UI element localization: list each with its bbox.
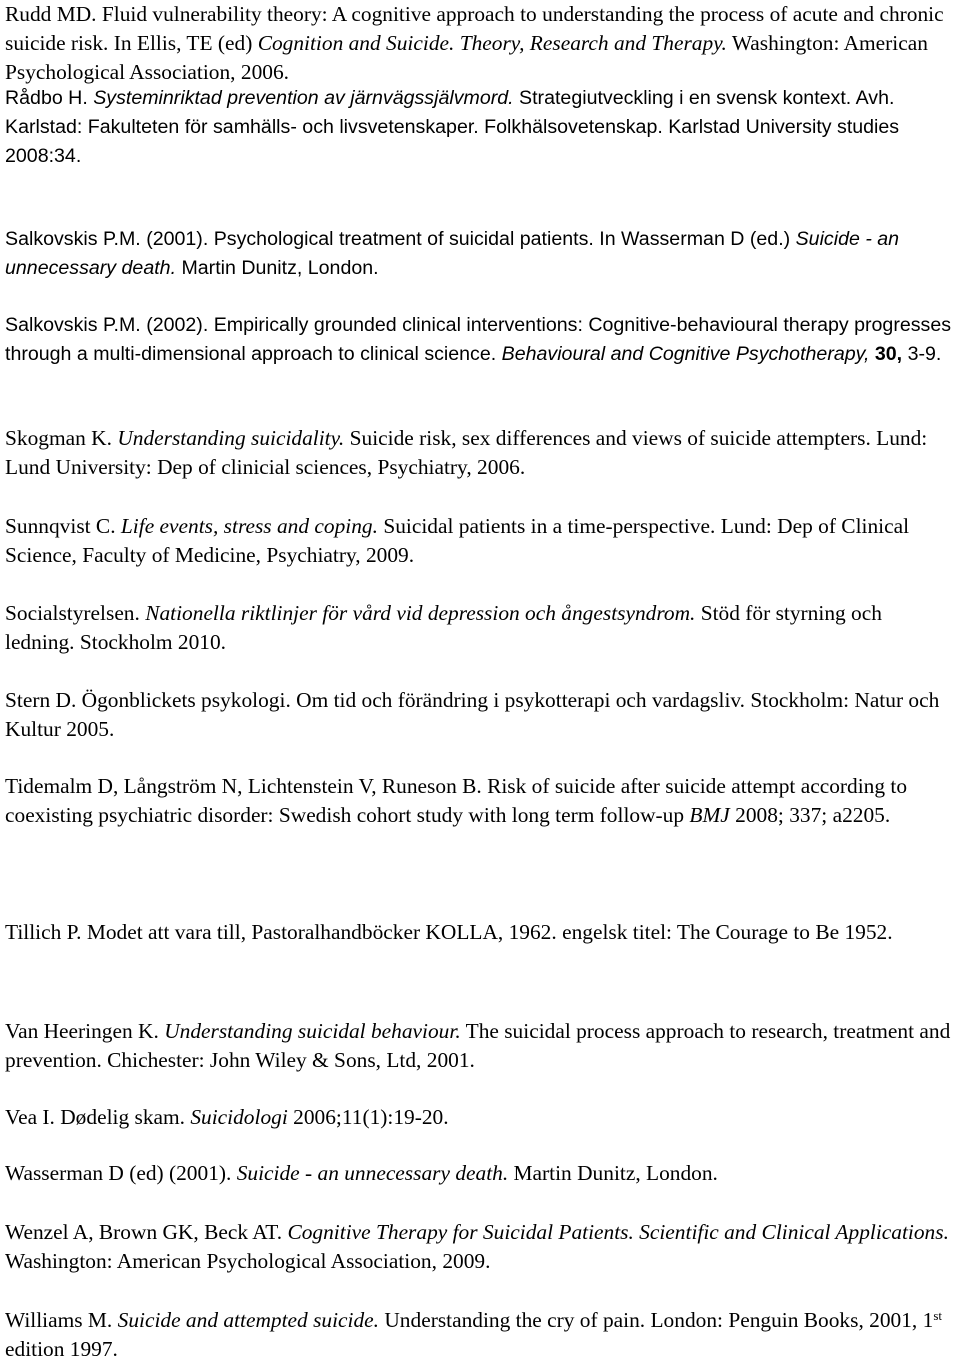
reference-text-segment: 30, — [874, 343, 903, 366]
reference-text-segment: Cognitive Therapy for Suicidal Patients. Scientific and Clinical Applications. — [287, 1220, 949, 1244]
reference-text-segment: Socialstyrelsen. — [5, 601, 146, 625]
reference-text-segment: Suicide and attempted suicide. — [117, 1308, 380, 1332]
reference-text-segment: st — [933, 1308, 942, 1323]
reference-text-segment: edition 1997. — [5, 1337, 118, 1362]
reference-text-segment: Tidemalm D, Långström N, Lichtenstein V, Runeson B. Risk of suicide after suicide attempt according to coexisting psychiatric disorder: Swedish cohort study with long term follow-up — [5, 774, 908, 828]
reference-text-segment: Suicidologi — [190, 1105, 288, 1129]
reference-sunnqvist — [5, 512, 955, 570]
reference-text-segment: Suicide - an unnecessary death. — [236, 1161, 509, 1185]
reference-text-segment: Strategiutveckling i en svensk kontext. Avh. Karlstad: Fakulteten för samhälls- och livsvetenskaper. Folkhälsovetenskap. Karlstad University studies 2008:34. — [5, 87, 900, 168]
reference-text-segment: BMJ — [689, 803, 730, 828]
reference-text-segment: Wenzel A, Brown GK, Beck AT. — [5, 1220, 288, 1244]
reference-text-segment: Washington: American Psychological Association, 2006. — [5, 31, 928, 85]
reference-vea — [5, 1103, 955, 1132]
reference-text-segment: Washington: American Psychological Association, 2009. — [5, 1249, 491, 1274]
reference-text-segment: Life events, stress and coping. — [120, 514, 378, 538]
reference-text-segment: Behavioural and Cognitive Psychotherapy, — [501, 343, 870, 366]
reference-text-segment: Suicide risk, sex differences and views of suicide attempters. Lund: Lund University: Dep of clinicial sciences, Psychiatry, 2006. — [5, 426, 928, 480]
reference-text-segment: Understanding the cry of pain. London: Penguin Books, 2001, 1 — [379, 1308, 934, 1332]
reference-text-segment: Williams M. — [5, 1308, 118, 1332]
reference-text-segment: Sunnqvist C. — [5, 514, 121, 538]
reference-text-segment: Suicidal patients in a time-perspective. Lund: Dep of Clinical Science, Faculty of Medicine, Psychiatry, 2009. — [5, 514, 910, 568]
reference-van-heeringen — [5, 1017, 955, 1075]
reference-text-segment: Suicide - an unnecessary death. — [5, 228, 900, 280]
reference-text-segment: Martin Dunitz, London. — [176, 257, 379, 280]
reference-text-segment: Understanding suicidality. — [117, 426, 345, 450]
reference-text-segment: Vea I. Dødelig skam. — [5, 1105, 191, 1129]
reference-text-segment: 3-9. — [902, 343, 942, 366]
reference-salkovskis-2002 — [5, 311, 955, 369]
reference-wenzel — [5, 1218, 955, 1276]
reference-text-segment: Systeminriktad prevention av järnvägssjälvmord. — [93, 87, 514, 109]
reference-text-segment: The suicidal process approach to research, treatment and prevention. Chichester: John Wiley & Sons, Ltd, 2001. — [5, 1019, 951, 1073]
reference-text-segment: 2006;11(1):19-20. — [287, 1105, 449, 1129]
reference-socialstyrelsen — [5, 599, 955, 657]
reference-text-segment: Van Heeringen K. — [5, 1019, 165, 1043]
reference-text-segment: Cognition and Suicide. Theory, Research and Therapy. — [257, 31, 727, 56]
reference-text-segment: Nationella riktlinjer för vård vid depression och ångestsyndrom. — [145, 601, 696, 625]
reference-text-segment: Stern D. Ögonblickets psykologi. Om tid och förändring i psykotterapi och vardagsliv. Stockholm: Natur och Kultur 2005. — [5, 688, 940, 742]
reference-skogman — [5, 424, 955, 482]
reference-text-segment: Wasserman D (ed) (2001). — [5, 1161, 237, 1185]
reference-text-segment: Skogman K. — [5, 426, 118, 450]
reference-text-segment: Salkovskis P.M. (2002). Empirically grounded clinical interventions: Cognitive-behavioural therapy progresses through a multi-dimensional approach to clinical science. — [5, 314, 952, 366]
reference-text-segment: Rudd MD. Fluid vulnerability theory: A cognitive approach to understanding the process of acute and chronic suicide risk. In Ellis, TE (ed) — [5, 2, 944, 56]
reference-stern — [5, 686, 955, 744]
reference-text-segment: Stöd för styrning och ledning. Stockholm 2010. — [5, 601, 882, 655]
reference-rudd — [5, 0, 955, 88]
reference-text-segment: 2008; 337; a2205. — [729, 803, 891, 828]
reference-radbo — [5, 84, 955, 172]
reference-text-segment: Tillich P. Modet att vara till, Pastoralhandböcker KOLLA, 1962. engelsk titel: The Courage to Be 1952. — [5, 920, 893, 944]
reference-tillich — [5, 918, 955, 947]
reference-tidemalm — [5, 772, 955, 830]
reference-text-segment: Salkovskis P.M. (2001). Psychological treatment of suicidal patients. In Wasserman D (ed.) — [5, 228, 796, 250]
reference-text-segment: Rådbo H. — [5, 87, 94, 109]
reference-text-segment: Understanding suicidal behaviour. — [164, 1019, 461, 1043]
reference-text-segment: Martin Dunitz, London. — [508, 1161, 718, 1185]
reference-salkovskis-2001 — [5, 225, 955, 283]
reference-williams — [5, 1306, 955, 1364]
reference-wasserman — [5, 1159, 955, 1188]
